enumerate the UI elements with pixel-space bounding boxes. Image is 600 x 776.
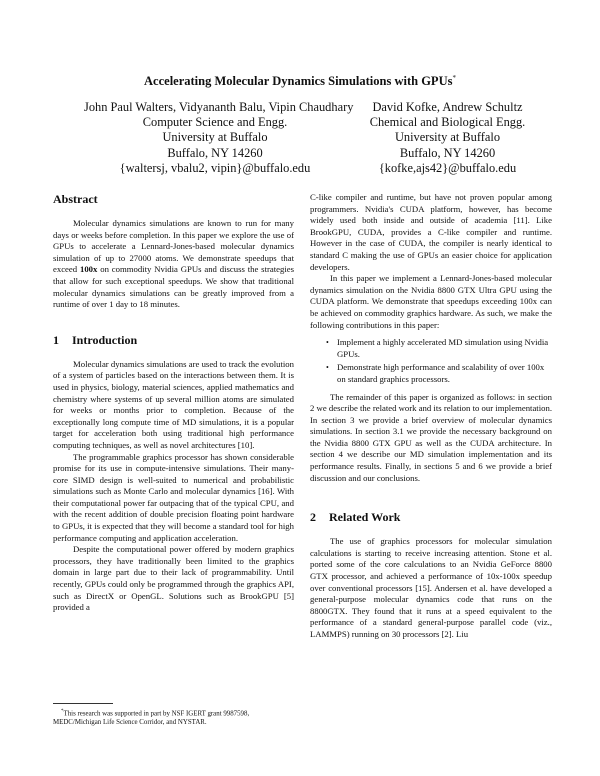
list-item bbox=[326, 337, 552, 360]
list-item-text: Demonstrate high performance and scalability of over 100x on standard graphics processors. bbox=[337, 362, 545, 384]
author-univ: University at Buffalo bbox=[394, 130, 501, 145]
author-names: John Paul Walters, Vidyananth Balu, Vipin Chaudhary bbox=[84, 100, 354, 114]
author-city: Buffalo, NY 14260 bbox=[167, 145, 263, 160]
author-univ: University at Buffalo bbox=[162, 130, 268, 145]
abstract-speedup-bold: 100x bbox=[79, 264, 98, 275]
intro-paragraph: Molecular dynamics simulations are used to track the evolution of a system of particles based on the interactions between them. It is used in physics, biology, material sciences, applied mathematics and chemistry where systems of up several million atoms are simulated for weeks or months prior to completion. Because of the exceptionally long compute time of MD simulations, it is a popular target for acceleration both using traditional high performance computing techniques, as well as novel architectures [10]. bbox=[53, 358, 294, 450]
spacer bbox=[53, 311, 294, 333]
author-email: {waltersj, vbalu2, vipin}@buffalo.edu bbox=[119, 160, 311, 175]
intro-paragraph: The programmable graphics processor has shown considerable promise for its use in compute-intensive simulations. Their many-core SIMD design is well-suited to numerical and probabilistic simulations such as Monte Carlo and molecular dynamics [16]. With their computational power far outpacing that of the typical CPU, and with the recent addition of double precision floating point hardware to GPUs, it is expected that they will become a standard tool for high performance computing and application acceleration. bbox=[53, 451, 294, 543]
related-paragraph: The use of graphics processors for molecular simulation calculations is starting to receive increasing attention. Stone et al. ported some of the core calculations to an Nvidia GeForce 8800 GTX processor, and achieved a performance of 10x-100x speedup over conventional processors [15]. Andersen et al. have developed a general-purpose molecular dynamics code that runs on the 8800GTX. They found that it runs at a speed equivalent to the performance of a standard general-purpose parallel code (viz., LAMMPS) running on 30 processors [2]. Liu bbox=[310, 536, 552, 639]
section-title: Introduction bbox=[72, 332, 138, 347]
footnote-mark: * bbox=[61, 709, 64, 714]
author-email: {kofke,ajs42}@buffalo.edu bbox=[378, 160, 517, 175]
intro-paragraph: In this paper we implement a Lennard-Jones-based molecular dynamics simulation on the Nvidia 8800 GTX Ultra GPU using the CUDA platform. We demonstrate that speedups exceeding 100x can be achieved on commodity graphics hardware. As such, we make the following contributions in this paper: bbox=[310, 273, 552, 330]
abstract-text bbox=[53, 218, 294, 311]
authors-right bbox=[360, 100, 535, 176]
bullet-icon: • bbox=[326, 338, 329, 348]
bullet-icon: • bbox=[326, 363, 329, 373]
authors-left bbox=[84, 100, 354, 176]
footnote-rule bbox=[53, 703, 113, 704]
author-dept: Chemical and Biological Engg. bbox=[369, 115, 526, 130]
footnote bbox=[53, 707, 294, 727]
list-item bbox=[326, 362, 552, 385]
right-column bbox=[310, 192, 552, 641]
list-item-text: Implement a highly accelerated MD simulation using Nvidia GPUs. bbox=[337, 337, 549, 359]
section-number: 1 bbox=[53, 332, 59, 347]
intro-paragraph: C-like compiler and runtime, but have not proven popular among programmers. Nvidia's CUDA platform, however, has become widely used both inside and outside of academia [11]. Like BrookGPU, CUDA, provides a C-like compiler and runtime. However in the case of CUDA, the compiler is nearly identical to standard C making the use of GPUs an easier choice for application developers. bbox=[310, 192, 552, 272]
section-title: Related Work bbox=[329, 510, 401, 525]
title-footnote-mark: * bbox=[452, 74, 456, 82]
paper-title bbox=[0, 74, 600, 89]
left-column bbox=[53, 192, 294, 614]
contribution-list bbox=[326, 337, 552, 385]
related-heading bbox=[310, 510, 552, 524]
footnote-text: This research was supported in part by NSF IGERT grant 9987598, MEDC/Michigan Life Science Corridor, and NYSTAR. bbox=[53, 710, 250, 727]
intro-heading bbox=[53, 333, 294, 347]
section-number: 2 bbox=[310, 510, 316, 525]
author-city: Buffalo, NY 14260 bbox=[399, 145, 496, 160]
author-names: David Kofke, Andrew Schultz bbox=[372, 100, 523, 114]
abstract-text-part: Molecular dynamics simulations are known to run for many days or weeks before completion. In this paper we explore the use of GPUs to accelerate a Lennard-Jones-based molecular dynamics simulation of up to 27000 atoms. We demonstrate speedups that exceed bbox=[53, 218, 294, 275]
author-dept: Computer Science and Engg. bbox=[142, 115, 288, 130]
spacer bbox=[310, 484, 552, 510]
abstract-text-part: on commodity Nvidia GPUs and discuss the strategies that allow for such exceptional speedups. We show that traditional molecular dynamics simulations can be greatly improved from a runtime of over 1 day to 18 minutes. bbox=[53, 264, 294, 310]
paper-title-text: Accelerating Molecular Dynamics Simulations with GPUs bbox=[144, 74, 453, 89]
intro-paragraph: The remainder of this paper is organized as follows: in section 2 we describe the related work and its relation to our implementation. In section 3 we provide a brief overview of molecular dynamics simulations. In section 3.1 we provide the necessary background on the Nvidia 8800 GTX GPU as well as the CUDA architecture. In section 4 we describe our MD simulation implementation and its performance results. Finally, in sections 5 and 6 we provide a brief discussion and our conclusions. bbox=[310, 391, 552, 483]
abstract-heading: Abstract bbox=[53, 192, 98, 206]
intro-paragraph: Despite the computational power offered by modern graphics processors, they have traditionally been limited to the graphics domain in large part due to their lack of programmability. Until recently, GPUs could only be programmed through the graphics API, such as DirectX or OpenGL. Solutions such as BrookGPU [5] provided a bbox=[53, 544, 294, 613]
